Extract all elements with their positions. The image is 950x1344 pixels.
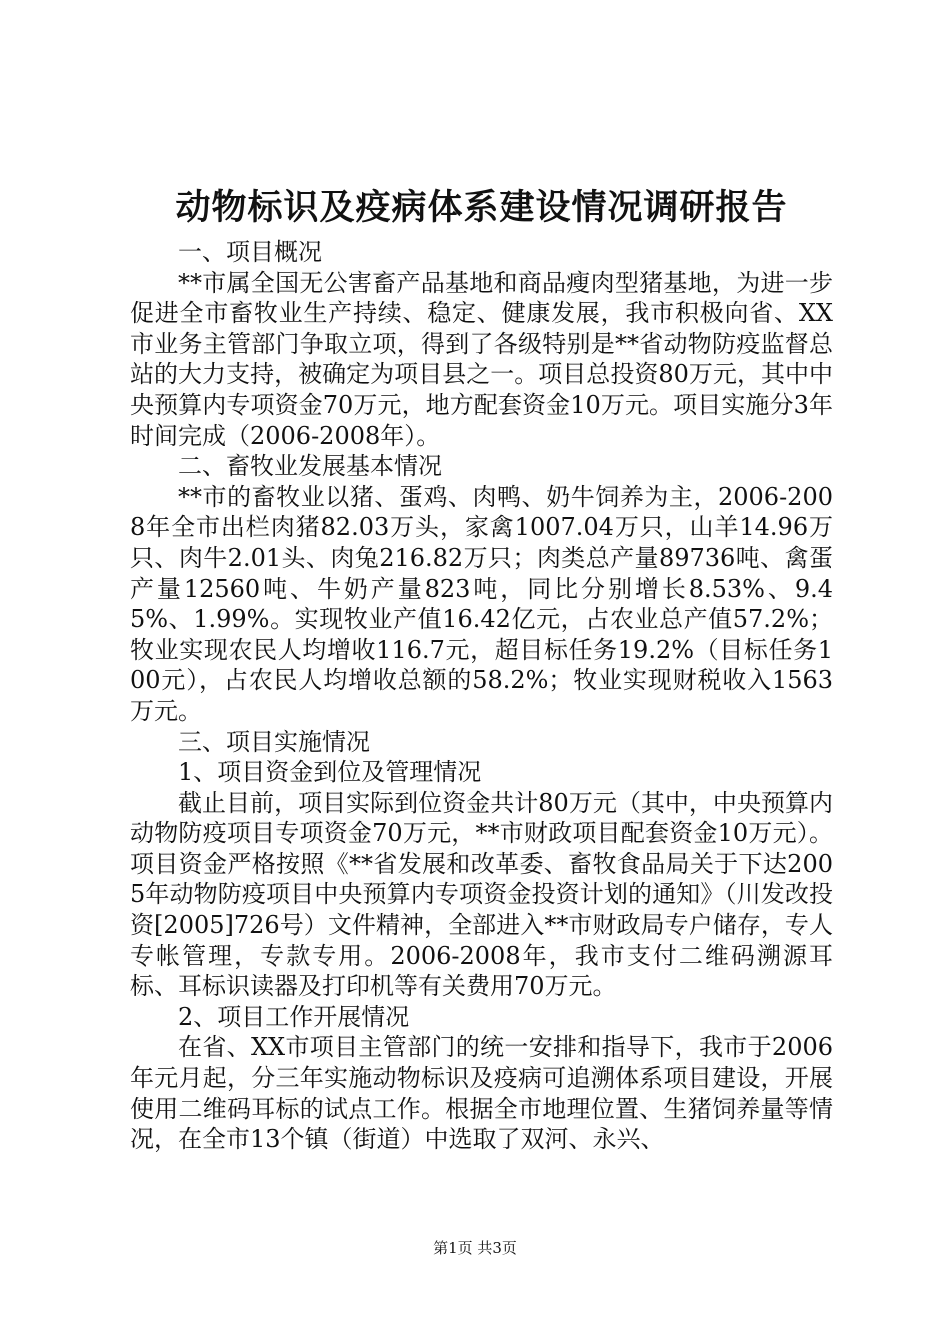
paragraph-overview: **市属全国无公害畜产品基地和商品瘦肉型猪基地，为进一步促进全市畜牧业生产持续、稳定、健康发展，我市积极向省、XX市业务主管部门争取立项，得到了各级特别是**省动物防疫监督总站的大力支持，被确定为项目县之一。项目总投资80万元，其中中央预算内专项资金70万元，地方配套资金10万元。项目实施分3年时间完成（2006-2008年）。 <box>130 268 833 450</box>
section-heading-overview: 一、项目概况 <box>178 238 322 266</box>
subsection-heading-funding: 1、项目资金到位及管理情况 <box>178 758 482 787</box>
section-heading-implementation: 三、项目实施情况 <box>178 727 370 756</box>
section-heading-livestock: 二、畜牧业发展基本情况 <box>178 452 442 481</box>
page-number-label: 第1页 共3页 <box>433 1239 517 1257</box>
subsection-heading-work: 2、项目工作开展情况 <box>178 1002 410 1031</box>
paragraph-work: 在省、XX市项目主管部门的统一安排和指导下，我市于2006年元月起，分三年实施动物标识及疫病可追溯体系项目建设，开展使用二维码耳标的试点工作。根据全市地理位置、生猪饲养量等情况，在全市13个镇（街道）中选取了双河、永兴、 <box>130 1033 833 1154</box>
page-footer <box>0 1238 950 1258</box>
document-page <box>130 183 833 1155</box>
paragraph-funding: 截止目前，项目实际到位资金共计80万元（其中，中央预算内动物防疫项目专项资金70万元，**市财政项目配套资金10万元）。项目资金严格按照《**省发展和改革委、畜牧食品局关于下达2005年动物防疫项目中央预算内专项资金投资计划的通知》（川发改投资[2005]726号）文件精神，全部进入**市财政局专户储存，专人专帐管理，专款专用。2006-2008年，我市支付二维码溯源耳标、耳标识读器及打印机等有关费用70万元。 <box>130 788 833 1001</box>
paragraph-livestock: **市的畜牧业以猪、蛋鸡、肉鸭、奶牛饲养为主，2006-2008年全市出栏肉猪82.03万头，家禽1007.04万只，山羊14.96万只、肉牛2.01头、肉兔216.82万只；肉类总产量89736吨、禽蛋产量12560吨、牛奶产量823吨，同比分别增长8.53%、9.45%、1.99%。实现牧业产值16.42亿元，占农业总产值57.2%；牧业实现农民人均增收116.7元，超目标任务19.2%（目标任务100元），占农民人均增收总额的58.2%；牧业实现财税收入1563万元。 <box>130 482 833 725</box>
document-title: 动物标识及疫病体系建设情况调研报告 <box>175 187 788 228</box>
document-body <box>130 237 833 1155</box>
